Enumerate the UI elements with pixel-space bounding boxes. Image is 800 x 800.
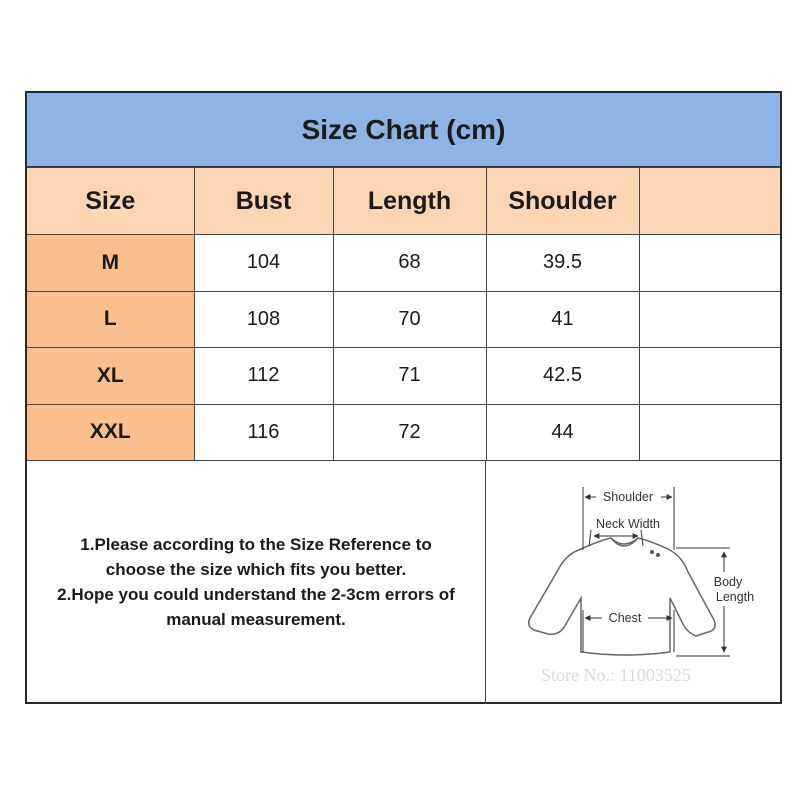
shoulder-cell: 41 <box>486 291 639 348</box>
chest-label: Chest <box>608 611 642 625</box>
table-row <box>27 348 780 405</box>
header-length: Length <box>333 168 486 235</box>
sweater-outline <box>529 538 715 655</box>
size-table <box>27 167 780 461</box>
shoulder-cell: 44 <box>486 404 639 461</box>
chart-title: Size Chart (cm) <box>27 93 780 167</box>
bottom-section <box>27 460 780 704</box>
empty-cell <box>639 404 780 461</box>
length-cell: 70 <box>333 291 486 348</box>
header-size: Size <box>27 168 194 235</box>
shoulder-label: Shoulder <box>602 490 654 504</box>
size-cell: M <box>27 235 194 292</box>
empty-cell <box>639 235 780 292</box>
bust-cell: 116 <box>194 404 333 461</box>
shoulder-cell: 42.5 <box>486 348 639 405</box>
note-line: manual measurement. <box>166 610 346 629</box>
size-chart <box>25 91 782 704</box>
table-row <box>27 291 780 348</box>
shoulder-cell: 39.5 <box>486 235 639 292</box>
header-empty <box>639 168 780 235</box>
length-cell: 71 <box>333 348 486 405</box>
header-bust: Bust <box>194 168 333 235</box>
note-line: choose the size which fits you better. <box>105 560 407 579</box>
empty-cell <box>639 291 780 348</box>
measurement-diagram <box>486 460 780 704</box>
header-shoulder: Shoulder <box>486 168 639 235</box>
body-length-label-line1: Body <box>713 575 743 589</box>
table-row <box>27 235 780 292</box>
neck-width-label: Neck Width <box>596 517 660 531</box>
bust-cell: 108 <box>194 291 333 348</box>
empty-cell <box>639 348 780 405</box>
store-watermark: Store No.: 11003525 <box>541 665 691 685</box>
length-cell: 72 <box>333 404 486 461</box>
size-cell: XL <box>27 348 194 405</box>
size-notes <box>27 460 486 704</box>
size-cell: XXL <box>27 404 194 461</box>
body-length-label-line2: Length <box>715 590 755 604</box>
table-row <box>27 404 780 461</box>
note-line: 2.Hope you could understand the 2-3cm errors of <box>57 585 455 604</box>
bust-cell: 112 <box>194 348 333 405</box>
table-header-row <box>27 168 780 235</box>
size-cell: L <box>27 291 194 348</box>
length-cell: 68 <box>333 235 486 292</box>
bust-cell: 104 <box>194 235 333 292</box>
note-line: 1.Please according to the Size Reference to <box>80 535 432 554</box>
